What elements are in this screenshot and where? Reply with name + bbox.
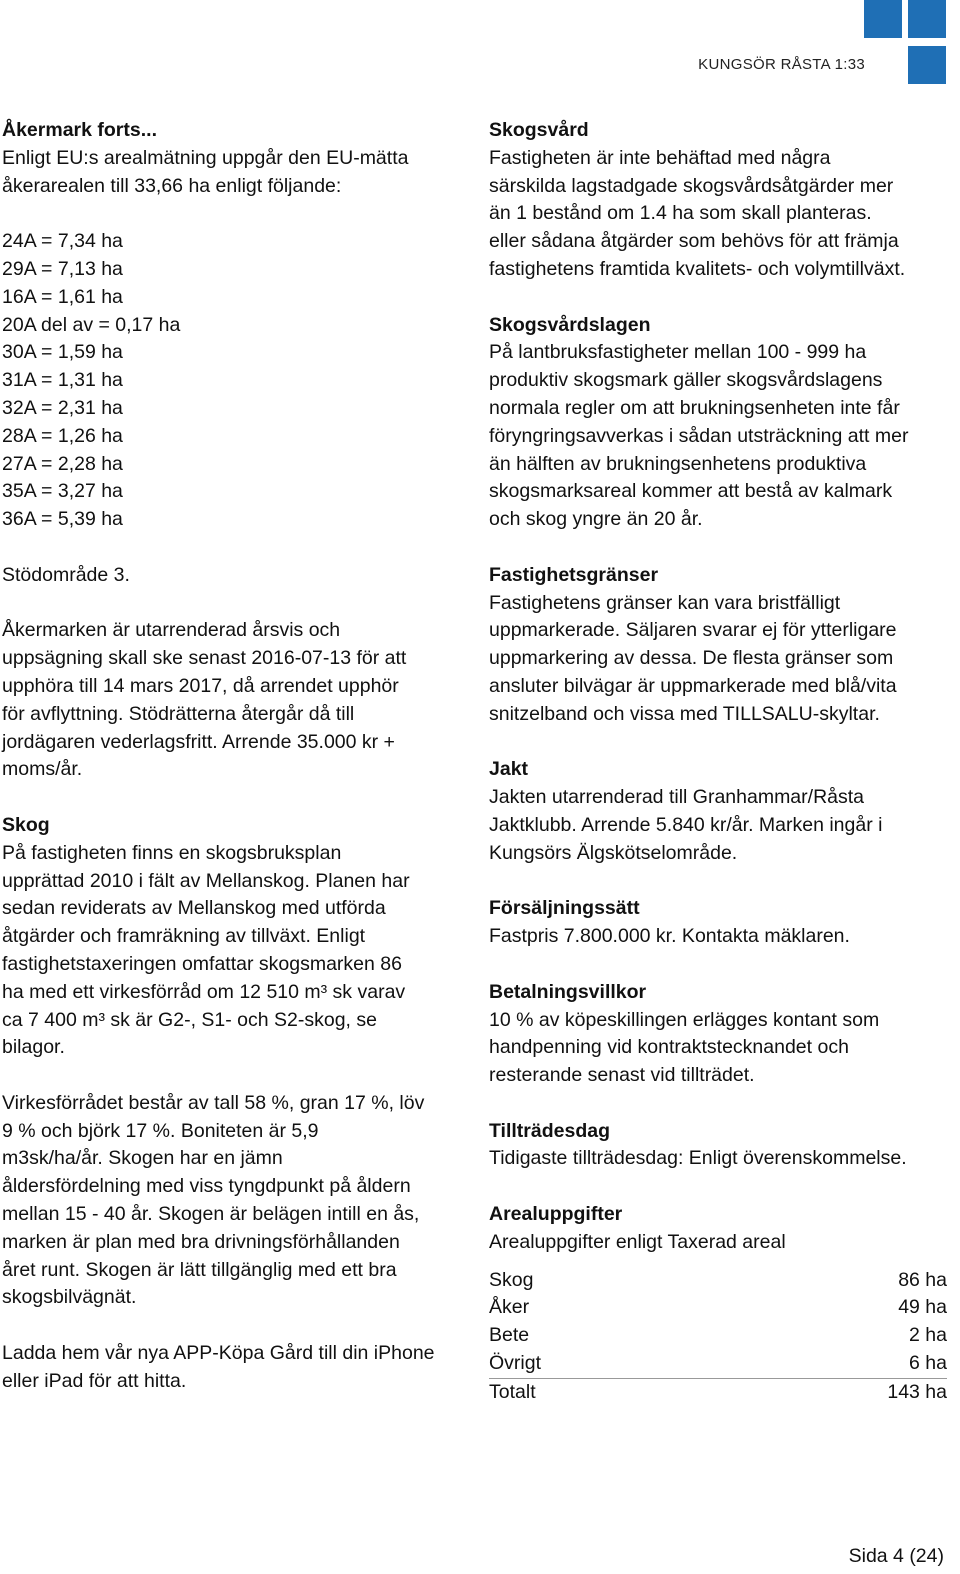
parcel-item: 30A = 1,59 ha — [2, 341, 123, 364]
areal-value: 49 ha — [898, 1296, 947, 1319]
areal-label: Övrigt — [489, 1350, 702, 1378]
areal-value: 86 ha — [898, 1268, 947, 1291]
text-line: På fastigheten finns en skogsbruksplan — [2, 841, 342, 864]
text-line: Fastpris 7.800.000 kr. Kontakta mäklaren. — [489, 925, 850, 948]
text-line: jordägaren vederlagsfritt. Arrende 35.000 kr + — [2, 730, 395, 753]
tilltradesdag-heading: Tillträdesdag — [489, 1119, 611, 1142]
text-line: eller iPad för att hitta. — [2, 1369, 187, 1392]
text-line: än hälften av brukningsenhetens produktiva — [489, 452, 867, 475]
text-line: åkerarealen till 33,66 ha enligt följande: — [2, 174, 342, 197]
parcel-list — [2, 228, 464, 534]
parcel-item: 24A = 7,34 ha — [2, 230, 123, 253]
table-row-total — [489, 1378, 947, 1406]
arealuppgifter-heading: Arealuppgifter — [489, 1203, 623, 1226]
text-line: 10 % av köpeskillingen erlägges kontant som — [489, 1008, 880, 1031]
text-line: Fastigheten är inte behäftad med några — [489, 146, 831, 169]
areal-label: Bete — [489, 1324, 530, 1347]
areal-value: 2 ha — [909, 1324, 947, 1347]
text-line: normala regler om att brukningsenheten inte får — [489, 396, 900, 419]
text-line: Åkermarken är utarrenderad årsvis och — [2, 619, 341, 642]
skogsvardslagen-section — [489, 312, 949, 534]
parcel-item: 16A = 1,61 ha — [2, 285, 123, 308]
arealuppgifter-section — [489, 1201, 949, 1407]
text-line: ca 7 400 m³ sk är G2-, S1- och S2-skog, se — [2, 1008, 377, 1031]
text-line: åldersfördelning med viss tyngdpunkt på åldern — [2, 1175, 411, 1198]
table-row — [489, 1322, 947, 1350]
text-line: handpenning vid kontraktstecknandet och — [489, 1036, 849, 1059]
akermark-heading: Åkermark forts... — [2, 119, 157, 141]
document-header-title: KUNGSÖR RÅSTA 1:33 — [698, 56, 865, 73]
text-line: fastighetstaxeringen omfattar skogsmarken 86 — [2, 952, 402, 975]
text-line: mellan 15 - 40 år. Skogen är belägen intill en ås, — [2, 1203, 420, 1226]
areal-value: 143 ha — [887, 1380, 947, 1403]
right-column — [489, 117, 949, 1407]
jakt-heading: Jakt — [489, 758, 529, 781]
left-column — [2, 117, 464, 1396]
text-line: Enligt EU:s arealmätning uppgår den EU-mätta — [2, 146, 409, 169]
akermark-section — [2, 117, 464, 784]
text-line: uppsägning skall ske senast 2016-07-13 för att — [2, 647, 407, 670]
forsaljningssatt-section — [489, 895, 949, 951]
text-line: 9 % och björk 17 %. Boniteten är 5,9 — [2, 1119, 319, 1142]
parcel-item: 27A = 2,28 ha — [2, 452, 123, 475]
parcel-item: 36A = 5,39 ha — [2, 508, 123, 531]
skog-heading: Skog — [2, 813, 50, 836]
areal-label: Skog — [489, 1268, 534, 1291]
text-line: Arealuppgifter enligt Taxerad areal — [489, 1230, 786, 1253]
stodomrade-text: Stödområde 3. — [2, 563, 130, 586]
text-line: fastighetens framtida kvalitets- och volymtillväxt. — [489, 257, 906, 280]
table-row — [489, 1267, 947, 1295]
page-number: Sida 4 (24) — [848, 1545, 944, 1567]
text-line: produktiv skogsmark gäller skogsvårdslagens — [489, 369, 883, 392]
skogsvardslagen-heading: Skogsvårdslagen — [489, 313, 651, 336]
tilltradesdag-section — [489, 1118, 949, 1174]
parcel-item: 29A = 7,13 ha — [2, 257, 123, 280]
text-line: upphöra till 14 mars 2017, då arrendet upphör — [2, 674, 399, 697]
text-line: Virkesförrådet består av tall 58 %, gran 17 %, löv — [2, 1091, 425, 1114]
parcel-item: 20A del av = 0,17 ha — [2, 313, 181, 336]
parcel-item: 35A = 3,27 ha — [2, 480, 123, 503]
company-logo — [864, 0, 950, 86]
text-line: särskilda lagstadgade skogsvårdsåtgärder mer — [489, 174, 894, 197]
fastighetsgranser-heading: Fastighetsgränser — [489, 563, 659, 586]
text-line: Jakten utarrenderad till Granhammar/Råsta — [489, 786, 865, 809]
areal-label: Totalt — [489, 1380, 536, 1403]
text-line: skogsbilvägnät. — [2, 1286, 137, 1309]
text-line: skogsmarksareal kommer att bestå av kalmark — [489, 480, 893, 503]
text-line: än 1 bestånd om 1.4 ha som skall planteras. — [489, 202, 872, 225]
skogsvard-heading: Skogsvård — [489, 119, 589, 141]
table-row — [489, 1350, 947, 1378]
skogsvard-section — [489, 117, 949, 284]
areal-value: 6 ha — [702, 1350, 947, 1378]
forsaljningssatt-heading: Försäljningssätt — [489, 897, 640, 920]
text-line: snitzelband och vissa med TILLSALU-skyltar. — [489, 702, 880, 725]
text-line: På lantbruksfastigheter mellan 100 - 999 ha — [489, 341, 867, 364]
fastighetsgranser-section — [489, 562, 949, 729]
betalningsvillkor-heading: Betalningsvillkor — [489, 980, 647, 1003]
text-line: Kungsörs Älgskötselområde. — [489, 841, 738, 864]
text-line: marken är plan med bra drivningsförhållanden — [2, 1230, 400, 1253]
text-line: ansluter bilvägar är uppmarkerade med blå/vita — [489, 674, 897, 697]
text-line: Ladda hem vår nya APP-Köpa Gård till din iPhone — [2, 1342, 435, 1365]
text-line: moms/år. — [2, 758, 83, 781]
text-line: Jaktklubb. Arrende 5.840 kr/år. Marken ingår i — [489, 813, 883, 836]
jakt-section — [489, 756, 949, 867]
text-line: åtgärder och framräkning av tillväxt. Enligt — [2, 925, 366, 948]
skog-paragraph-2 — [2, 1090, 464, 1312]
skog-paragraph-1 — [2, 840, 464, 1062]
text-line: sedan reviderats av Mellanskog med utförda — [2, 897, 386, 920]
table-row — [489, 1294, 947, 1322]
text-line: resterande senast vid tillträdet. — [489, 1064, 755, 1087]
text-line: och skog yngre än 20 år. — [489, 508, 703, 531]
arrende-paragraph — [2, 617, 464, 784]
text-line: för avflyttning. Stödrätterna återgår då till — [2, 702, 355, 725]
parcel-item: 28A = 1,26 ha — [2, 424, 123, 447]
text-line: uppmarkering av dessa. De flesta gränser som — [489, 647, 894, 670]
text-line: Tidigaste tillträdesdag: Enligt överenskommelse. — [489, 1147, 907, 1170]
text-line: Fastighetens gränser kan vara bristfälligt — [489, 591, 841, 614]
parcel-item: 32A = 2,31 ha — [2, 396, 123, 419]
text-line: bilagor. — [2, 1036, 65, 1059]
text-line: uppmarkerade. Säljaren svarar ej för ytterligare — [489, 619, 897, 642]
text-line: ha med ett virkesförråd om 12 510 m³ sk varav — [2, 980, 406, 1003]
parcel-item: 31A = 1,31 ha — [2, 369, 123, 392]
skog-section — [2, 812, 464, 1312]
akermark-intro — [2, 145, 464, 201]
areal-label: Åker — [489, 1296, 530, 1319]
betalningsvillkor-section — [489, 979, 949, 1090]
text-line: upprättad 2010 i fält av Mellanskog. Planen har — [2, 869, 410, 892]
text-line: eller sådana åtgärder som behövs för att främja — [489, 230, 899, 253]
text-line: föryngringsavverkas i sådan utsträckning att mer — [489, 424, 909, 447]
areal-table — [489, 1267, 947, 1407]
text-line: året runt. Skogen är lätt tillgänglig med ett bra — [2, 1258, 397, 1281]
app-promo — [2, 1340, 464, 1396]
text-line: m3sk/ha/år. Skogen har en jämn — [2, 1147, 283, 1170]
